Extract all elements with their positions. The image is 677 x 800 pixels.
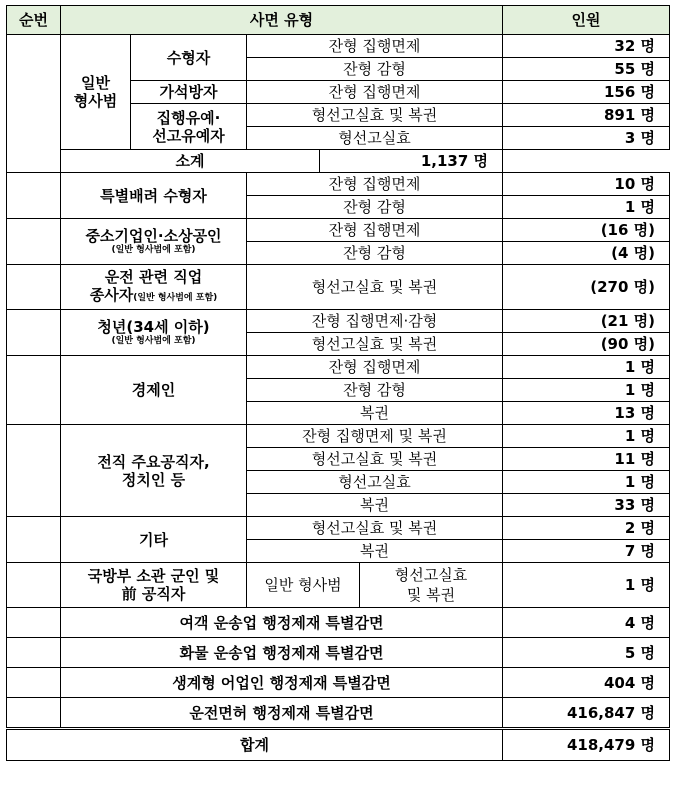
table-row (7, 173, 670, 196)
table-row (7, 608, 670, 638)
sanction-type: 잔형 집행면제·감형 (247, 310, 503, 333)
row-number-cell (7, 310, 61, 356)
row-number-cell (7, 668, 61, 698)
subtotal-label: 소계 (61, 150, 320, 173)
row-number-cell (7, 608, 61, 638)
sanction-type: 형선고실효 (247, 471, 503, 494)
count-cell: (90 명) (503, 333, 670, 356)
count-cell: 1 명 (503, 471, 670, 494)
row-number-cell (7, 356, 61, 425)
table-row (7, 517, 670, 540)
count-cell: 1 명 (503, 425, 670, 448)
table-row (7, 638, 670, 668)
row-number-cell (7, 35, 61, 173)
count-cell: 1 명 (503, 379, 670, 402)
row-number-cell (7, 265, 61, 310)
table-row (7, 310, 670, 333)
fishery-label: 생계형 어업인 행정제재 특별감면 (61, 668, 503, 698)
freight-label: 화물 운송업 행정제재 특별감면 (61, 638, 503, 668)
other-label: 기타 (61, 517, 247, 563)
header-number: 순번 (7, 6, 61, 35)
header-count: 인원 (503, 6, 670, 35)
military-detail (247, 563, 503, 608)
table-row (7, 219, 670, 242)
count-cell: 1 명 (503, 563, 670, 608)
general-label: 일반 형사범 (61, 35, 131, 150)
sanction-type: 복권 (247, 494, 503, 517)
military-category: 일반 형사범 (247, 563, 360, 607)
count-cell: 11 명 (503, 448, 670, 471)
sanction-type: 잔형 집행면제 (247, 35, 503, 58)
table-row (7, 425, 670, 448)
count-cell: (270 명) (503, 265, 670, 310)
total-row (7, 729, 670, 761)
sanction-type: 형선고실효 및 복권 (247, 517, 503, 540)
sanction-type: 형선고실효 및 복권 (247, 448, 503, 471)
sanction-type: 형선고실효 및 복권 (247, 104, 503, 127)
total-count: 418,479 명 (503, 729, 670, 761)
row-number-cell (7, 517, 61, 563)
count-cell: 32 명 (503, 35, 670, 58)
license-label: 운전면허 행정제재 특별감면 (61, 698, 503, 729)
driving-label: 운전 관련 직업 종사자(일반 형사범에 포함) (61, 265, 247, 310)
passenger-label: 여객 운송업 행정제재 특별감면 (61, 608, 503, 638)
table-row (7, 35, 670, 58)
count-cell: 3 명 (503, 127, 670, 150)
sanction-type: 잔형 감형 (247, 58, 503, 81)
count-cell: 55 명 (503, 58, 670, 81)
row-number-cell (7, 425, 61, 517)
table-row (7, 563, 670, 608)
count-cell: (21 명) (503, 310, 670, 333)
count-cell: 1 명 (503, 356, 670, 379)
header-type: 사면 유형 (61, 6, 503, 35)
sanction-type: 복권 (247, 402, 503, 425)
count-cell: 5 명 (503, 638, 670, 668)
amnesty-table (6, 5, 670, 761)
youth-label: 청년(34세 이하) (일반 형사범에 포함) (61, 310, 247, 356)
count-cell: 13 명 (503, 402, 670, 425)
sanction-type: 잔형 집행면제 (247, 81, 503, 104)
military-type: 형선고실효 및 복권 (394, 566, 468, 604)
sanction-type: 잔형 감형 (247, 242, 503, 265)
count-cell: (16 명) (503, 219, 670, 242)
probation-label: 가석방자 (131, 81, 247, 104)
sanction-type: 잔형 집행면제 (247, 356, 503, 379)
special-label: 특별배려 수형자 (61, 173, 247, 219)
sanction-type: 형선고실효 및 복권 (247, 265, 503, 310)
count-cell: 10 명 (503, 173, 670, 196)
count-cell: 7 명 (503, 540, 670, 563)
suspended-label: 집행유예· 선고유예자 (131, 104, 247, 150)
row-number-cell (7, 173, 61, 219)
row-number-cell (7, 638, 61, 668)
sanction-type: 잔형 감형 (247, 379, 503, 402)
count-cell: 156 명 (503, 81, 670, 104)
subtotal-count: 1,137 명 (320, 150, 503, 173)
sanction-type: 형선고실효 (247, 127, 503, 150)
table-row (7, 668, 670, 698)
row-number-cell (7, 698, 61, 729)
row-number-cell (7, 563, 61, 608)
sme-label: 중소기업인·소상공인 (일반 형사범에 포함) (61, 219, 247, 265)
count-cell: 4 명 (503, 608, 670, 638)
row-number-cell (7, 219, 61, 265)
count-cell: (4 명) (503, 242, 670, 265)
sanction-type: 형선고실효 및 복권 (247, 333, 503, 356)
count-cell: 416,847 명 (503, 698, 670, 729)
table-row (7, 265, 670, 310)
military-label: 국방부 소관 군인 및 前 공직자 (61, 563, 247, 608)
header-row (7, 6, 670, 35)
count-cell: 891 명 (503, 104, 670, 127)
count-cell: 33 명 (503, 494, 670, 517)
count-cell: 1 명 (503, 196, 670, 219)
officials-label: 전직 주요공직자, 정치인 등 (61, 425, 247, 517)
total-label: 합계 (7, 729, 503, 761)
sanction-type: 잔형 집행면제 및 복권 (247, 425, 503, 448)
count-cell: 2 명 (503, 517, 670, 540)
sanction-type: 잔형 집행면제 (247, 219, 503, 242)
count-cell: 404 명 (503, 668, 670, 698)
sanction-type: 잔형 감형 (247, 196, 503, 219)
economic-label: 경제인 (61, 356, 247, 425)
table-row (7, 698, 670, 729)
subtotal-row (7, 150, 670, 173)
inmate-label: 수형자 (131, 35, 247, 81)
sanction-type: 잔형 집행면제 (247, 173, 503, 196)
table-row (7, 356, 670, 379)
sanction-type: 복권 (247, 540, 503, 563)
